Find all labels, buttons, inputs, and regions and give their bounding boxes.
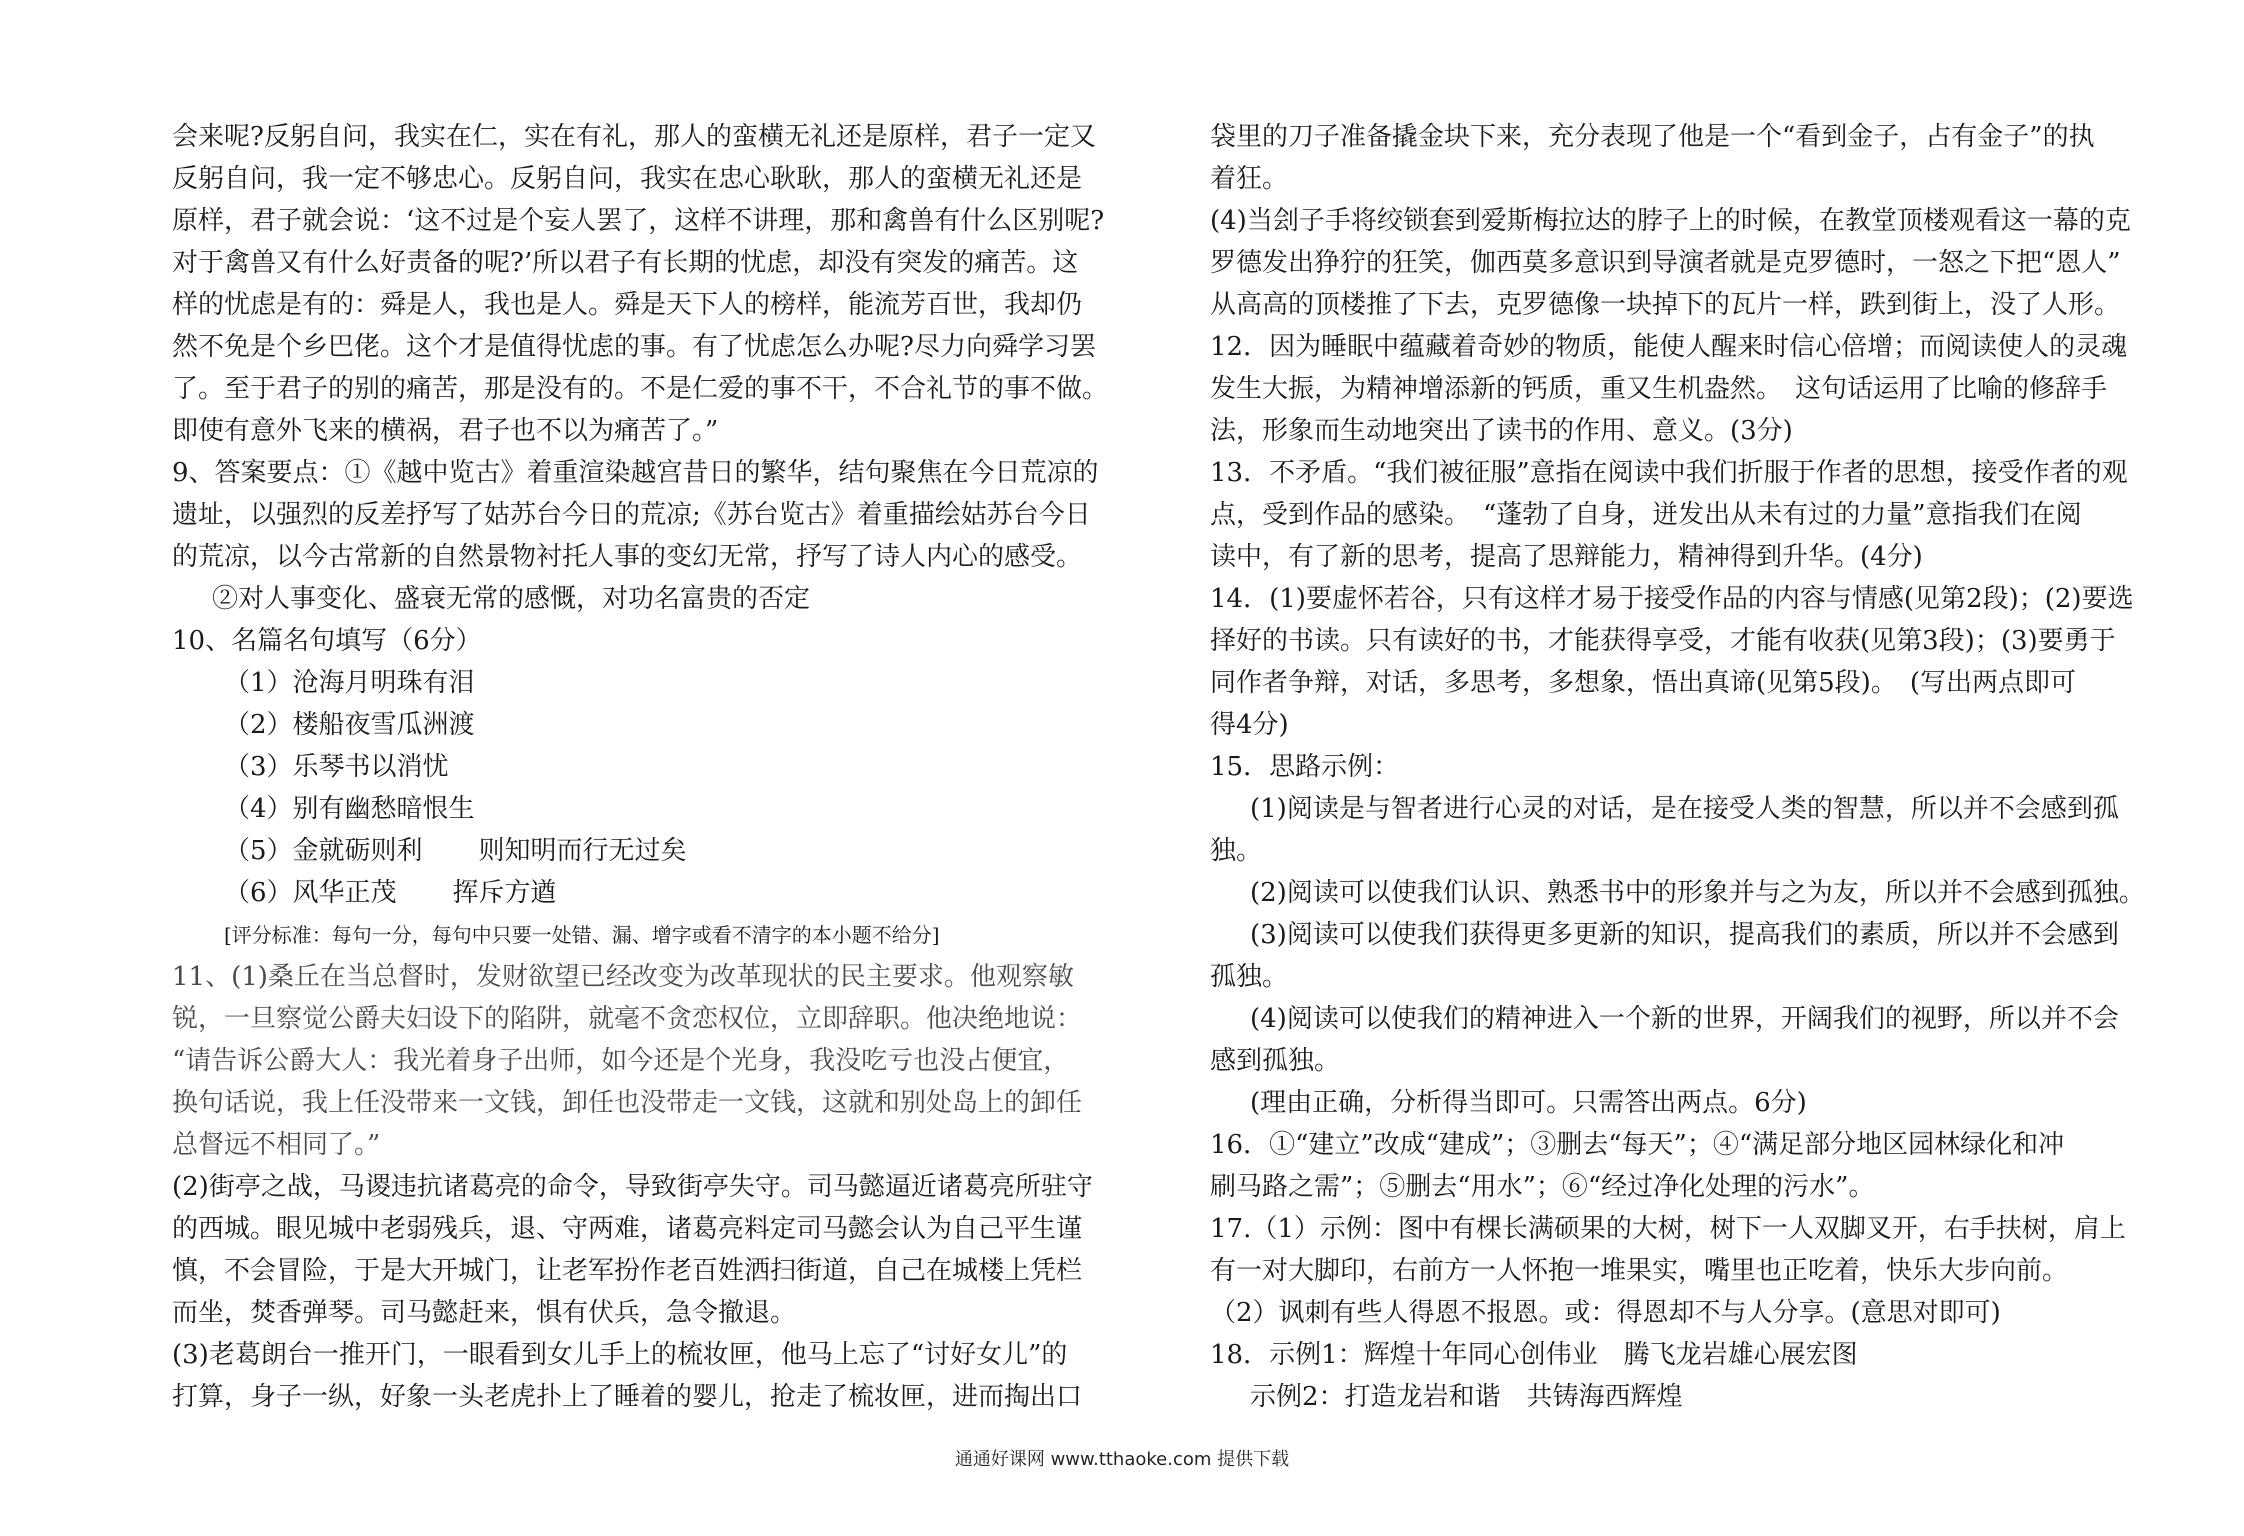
line-text: 点，受到作品的感染。 “蓬勃了自身，迸发出从未有过的力量”意指我们在阅 <box>1210 500 2082 530</box>
text-line <box>1210 1040 2158 1082</box>
line-text: (2)街亭之战，马谡违抗诸葛亮的命令，导致街亭失守。司马懿逼近诸葛亮所驻守 <box>172 1172 1093 1202</box>
text-line <box>1210 410 2158 452</box>
line-text: 原样，君子就会说：‘这不过是个妄人罢了，这样不讲理，那和禽兽有什么区别呢? <box>172 206 1105 236</box>
text-line <box>172 158 1120 200</box>
line-text: 16．①“建立”改成“建成”；③删去“每天”；④“满足部分地区园林绿化和冲 <box>1210 1130 2065 1160</box>
text-line <box>1210 242 2158 284</box>
line-text: 锐，一旦察觉公爵夫妇设下的陷阱，就毫不贪恋权位，立即辞职。他决绝地说： <box>172 1004 1083 1034</box>
line-text: 发生大振，为精神增添新的钙质，重又生机盎然。 这句话运用了比喻的修辞手 <box>1210 374 2108 404</box>
text-line <box>172 1124 1120 1166</box>
text-line <box>1210 200 2158 242</box>
line-text: 11、(1)桑丘在当总督时，发财欲望已经改变为改革现状的民主要求。他观察敏 <box>172 962 1074 992</box>
line-text: （4）别有幽愁暗恨生 <box>224 794 475 824</box>
text-line <box>172 326 1120 368</box>
text-line <box>1210 326 2158 368</box>
line-text: 了。至于君子的别的痛苦，那是没有的。不是仁爱的事不干，不合礼节的事不做。 <box>172 374 1109 404</box>
text-line <box>172 494 1120 536</box>
line-text: 得4分) <box>1210 710 1289 740</box>
text-line <box>172 998 1120 1040</box>
line-text: 10、名篇名句填写（6分） <box>172 626 482 656</box>
line-text: 换句话说，我上任没带来一文钱，卸任也没带走一文钱，这就和别处岛上的卸任 <box>172 1088 1083 1118</box>
left-column <box>172 116 1120 1418</box>
line-text: [评分标准：每句一分，每句中只要一处错、漏、增字或看不清字的本小题不给分] <box>224 923 940 947</box>
line-text: 感到孤独。 <box>1210 1046 1341 1076</box>
line-text: （1）沧海月明珠有泪 <box>224 668 475 698</box>
page-footer: 通通好课网 www.tthaoke.com 提供下载 <box>954 1449 1290 1470</box>
text-line <box>172 368 1120 410</box>
text-line <box>1210 536 2158 578</box>
text-line <box>1210 956 2158 998</box>
text-line <box>172 1250 1120 1292</box>
line-text: (理由正确，分析得当即可。只需答出两点。6分) <box>1250 1088 1807 1118</box>
line-text: “请告诉公爵大人：我光着身子出师，如今还是个光身，我没吃亏也没占便宜， <box>172 1046 1070 1076</box>
line-text: （2）讽刺有些人得恩不报恩。或：得恩却不与人分享。(意思对即可) <box>1210 1298 2001 1328</box>
text-line <box>172 116 1120 158</box>
line-text: （3）乐琴书以消忧 <box>224 752 449 782</box>
line-text: 有一对大脚印，右前方一人怀抱一堆果实，嘴里也正吃着，快乐大步向前。 <box>1210 1256 2069 1286</box>
text-line <box>1210 578 2158 620</box>
line-text: 反躬自问，我一定不够忠心。反躬自问，我实在忠心耿耿，那人的蛮横无礼还是 <box>172 164 1083 194</box>
text-line <box>1210 1376 2158 1418</box>
text-line <box>1210 746 2158 788</box>
text-line <box>172 662 1120 704</box>
text-line <box>1210 872 2158 914</box>
line-text: 9、答案要点：①《越中览古》着重渲染越宫昔日的繁华，结句聚焦在今日荒凉的 <box>172 458 1099 488</box>
text-line <box>1210 1166 2158 1208</box>
line-text: 袋里的刀子准备撬金块下来，充分表现了他是一个“看到金子，占有金子”的执 <box>1210 122 2095 152</box>
text-line <box>172 200 1120 242</box>
line-text: 刷马路之需”；⑤删去“用水”；⑥“经过净化处理的污水”。 <box>1210 1172 1875 1202</box>
text-line <box>1210 788 2158 830</box>
line-text: (4)当刽子手将绞锁套到爱斯梅拉达的脖子上的时候，在教堂顶楼观看这一幕的克 <box>1210 206 2131 236</box>
text-line <box>1210 1334 2158 1376</box>
text-line <box>1210 284 2158 326</box>
text-line <box>172 1292 1120 1334</box>
text-line <box>1210 1124 2158 1166</box>
text-line <box>172 746 1120 788</box>
line-text: 样的忧虑是有的：舜是人，我也是人。舜是天下人的榜样，能流芳百世，我却仍 <box>172 290 1083 320</box>
line-text: 打算，身子一纵，好象一头老虎扑上了睡着的婴儿，抢走了梳妆匣，进而掏出口 <box>172 1382 1083 1412</box>
line-text: 择好的书读。只有读好的书，才能获得享受，才能有收获(见第3段)；(3)要勇于 <box>1210 626 2116 656</box>
text-line <box>1210 116 2158 158</box>
line-text: 孤独。 <box>1210 962 1289 992</box>
text-line <box>172 284 1120 326</box>
text-line <box>172 1334 1120 1376</box>
line-text: 14．(1)要虚怀若谷，只有这样才易于接受作品的内容与情感(见第2段)；(2)要选 <box>1210 584 2134 614</box>
text-line <box>172 704 1120 746</box>
line-text: 而坐，焚香弹琴。司马懿赶来，惧有伏兵，急令撤退。 <box>172 1298 797 1328</box>
line-text: 从高高的顶楼推了下去，克罗德像一块掉下的瓦片一样，跌到街上，没了人形。 <box>1210 290 2121 320</box>
line-text: (2)阅读可以使我们认识、熟悉书中的形象并与之为友，所以并不会感到孤独。 <box>1250 878 2145 908</box>
text-line <box>172 872 1120 914</box>
line-text: 法，形象而生动地突出了读书的作用、意义。(3分) <box>1210 416 1793 446</box>
line-text: 遗址，以强烈的反差抒写了姑苏台今日的荒凉;《苏台览古》着重描绘姑苏台今日 <box>172 500 1091 530</box>
line-text: 的荒凉，以今古常新的自然景物衬托人事的变幻无常，抒写了诗人内心的感受。 <box>172 542 1083 572</box>
text-line <box>172 1208 1120 1250</box>
text-line <box>172 830 1120 872</box>
line-text: ②对人事变化、盛衰无常的感慨，对功名富贵的否定 <box>212 584 811 614</box>
text-line <box>1210 914 2158 956</box>
text-line <box>172 578 1120 620</box>
line-text: 着狂。 <box>1210 164 1289 194</box>
text-line <box>1210 830 2158 872</box>
text-line <box>172 788 1120 830</box>
line-text: 同作者争辩，对话，多思考，多想象，悟出真谛(见第5段)。 (写出两点即可 <box>1210 668 2076 698</box>
right-column <box>1210 116 2158 1418</box>
text-line <box>1210 662 2158 704</box>
text-line <box>172 1376 1120 1418</box>
text-line <box>172 956 1120 998</box>
line-text: 15．思路示例： <box>1210 752 1400 782</box>
text-line <box>1210 452 2158 494</box>
line-text: (3)阅读可以使我们获得更多更新的知识，提高我们的素质，所以并不会感到 <box>1250 920 2119 950</box>
line-text: 然不免是个乡巴佬。这个才是值得忧虑的事。有了忧虑怎么办呢?尽力向舜学习罢 <box>172 332 1096 362</box>
line-text: 18．示例1：辉煌十年同心创伟业 腾飞龙岩雄心展宏图 <box>1210 1340 1858 1370</box>
text-line <box>172 452 1120 494</box>
line-text: 独。 <box>1210 836 1263 866</box>
line-text: 示例2：打造龙岩和谐 共铸海西辉煌 <box>1250 1382 1683 1412</box>
line-text: 13．不矛盾。“我们被征服”意指在阅读中我们折服于作者的思想，接受作者的观 <box>1210 458 2128 488</box>
line-text: 17.（1）示例：图中有棵长满硕果的大树，树下一人双脚叉开，右手扶树，肩上 <box>1210 1214 2126 1244</box>
text-line <box>1210 704 2158 746</box>
text-line <box>1210 998 2158 1040</box>
line-text: 读中，有了新的思考，提高了思辩能力，精神得到升华。(4分) <box>1210 542 1923 572</box>
line-text-second: 则知明而行无过矣 <box>478 836 687 866</box>
text-line <box>1210 1250 2158 1292</box>
text-line <box>172 620 1120 662</box>
text-line <box>1210 1292 2158 1334</box>
text-line <box>172 914 1120 956</box>
line-text: 罗德发出狰狞的狂笑，伽西莫多意识到导演者就是克罗德时，一怒之下把“恩人” <box>1210 248 2121 278</box>
text-line <box>1210 620 2158 662</box>
line-text: (1)阅读是与智者进行心灵的对话，是在接受人类的智慧，所以并不会感到孤 <box>1250 794 2119 824</box>
line-text-second: 挥斥方遒 <box>452 878 557 908</box>
line-text: （5）金就砺则利 <box>224 836 423 866</box>
text-line <box>172 1040 1120 1082</box>
line-text: (4)阅读可以使我们的精神进入一个新的世界，开阔我们的视野，所以并不会 <box>1250 1004 2119 1034</box>
text-line <box>172 410 1120 452</box>
line-text: 12．因为睡眠中蕴藏着奇妙的物质，能使人醒来时信心倍增；而阅读使人的灵魂 <box>1210 332 2128 362</box>
text-line <box>172 536 1120 578</box>
line-text: (3)老葛朗台一推开门，一眼看到女儿手上的梳妆匣，他马上忘了“讨好女儿”的 <box>172 1340 1068 1370</box>
line-text: （2）楼船夜雪瓜洲渡 <box>224 710 475 740</box>
text-line <box>1210 1208 2158 1250</box>
text-line <box>1210 368 2158 410</box>
line-text: 对于禽兽又有什么好责备的呢?’所以君子有长期的忧虑，却没有突发的痛苦。这 <box>172 248 1079 278</box>
line-text: 慎，不会冒险，于是大开城门，让老军扮作老百姓洒扫街道，自己在城楼上凭栏 <box>172 1256 1083 1286</box>
line-text: 的西城。眼见城中老弱残兵，退、守两难，诸葛亮料定司马懿会认为自己平生谨 <box>172 1214 1083 1244</box>
text-line <box>172 1166 1120 1208</box>
line-text: 会来呢?反躬自问，我实在仁，实在有礼，那人的蛮横无礼还是原样，君子一定又 <box>172 122 1096 152</box>
text-line <box>172 242 1120 284</box>
text-line <box>1210 494 2158 536</box>
text-line <box>172 1082 1120 1124</box>
line-text: （6）风华正茂 <box>224 878 397 908</box>
line-text: 即使有意外飞来的横祸，君子也不以为痛苦了。” <box>172 416 719 446</box>
line-text: 总督远不相同了。” <box>172 1130 381 1160</box>
text-line <box>1210 158 2158 200</box>
text-line <box>1210 1082 2158 1124</box>
